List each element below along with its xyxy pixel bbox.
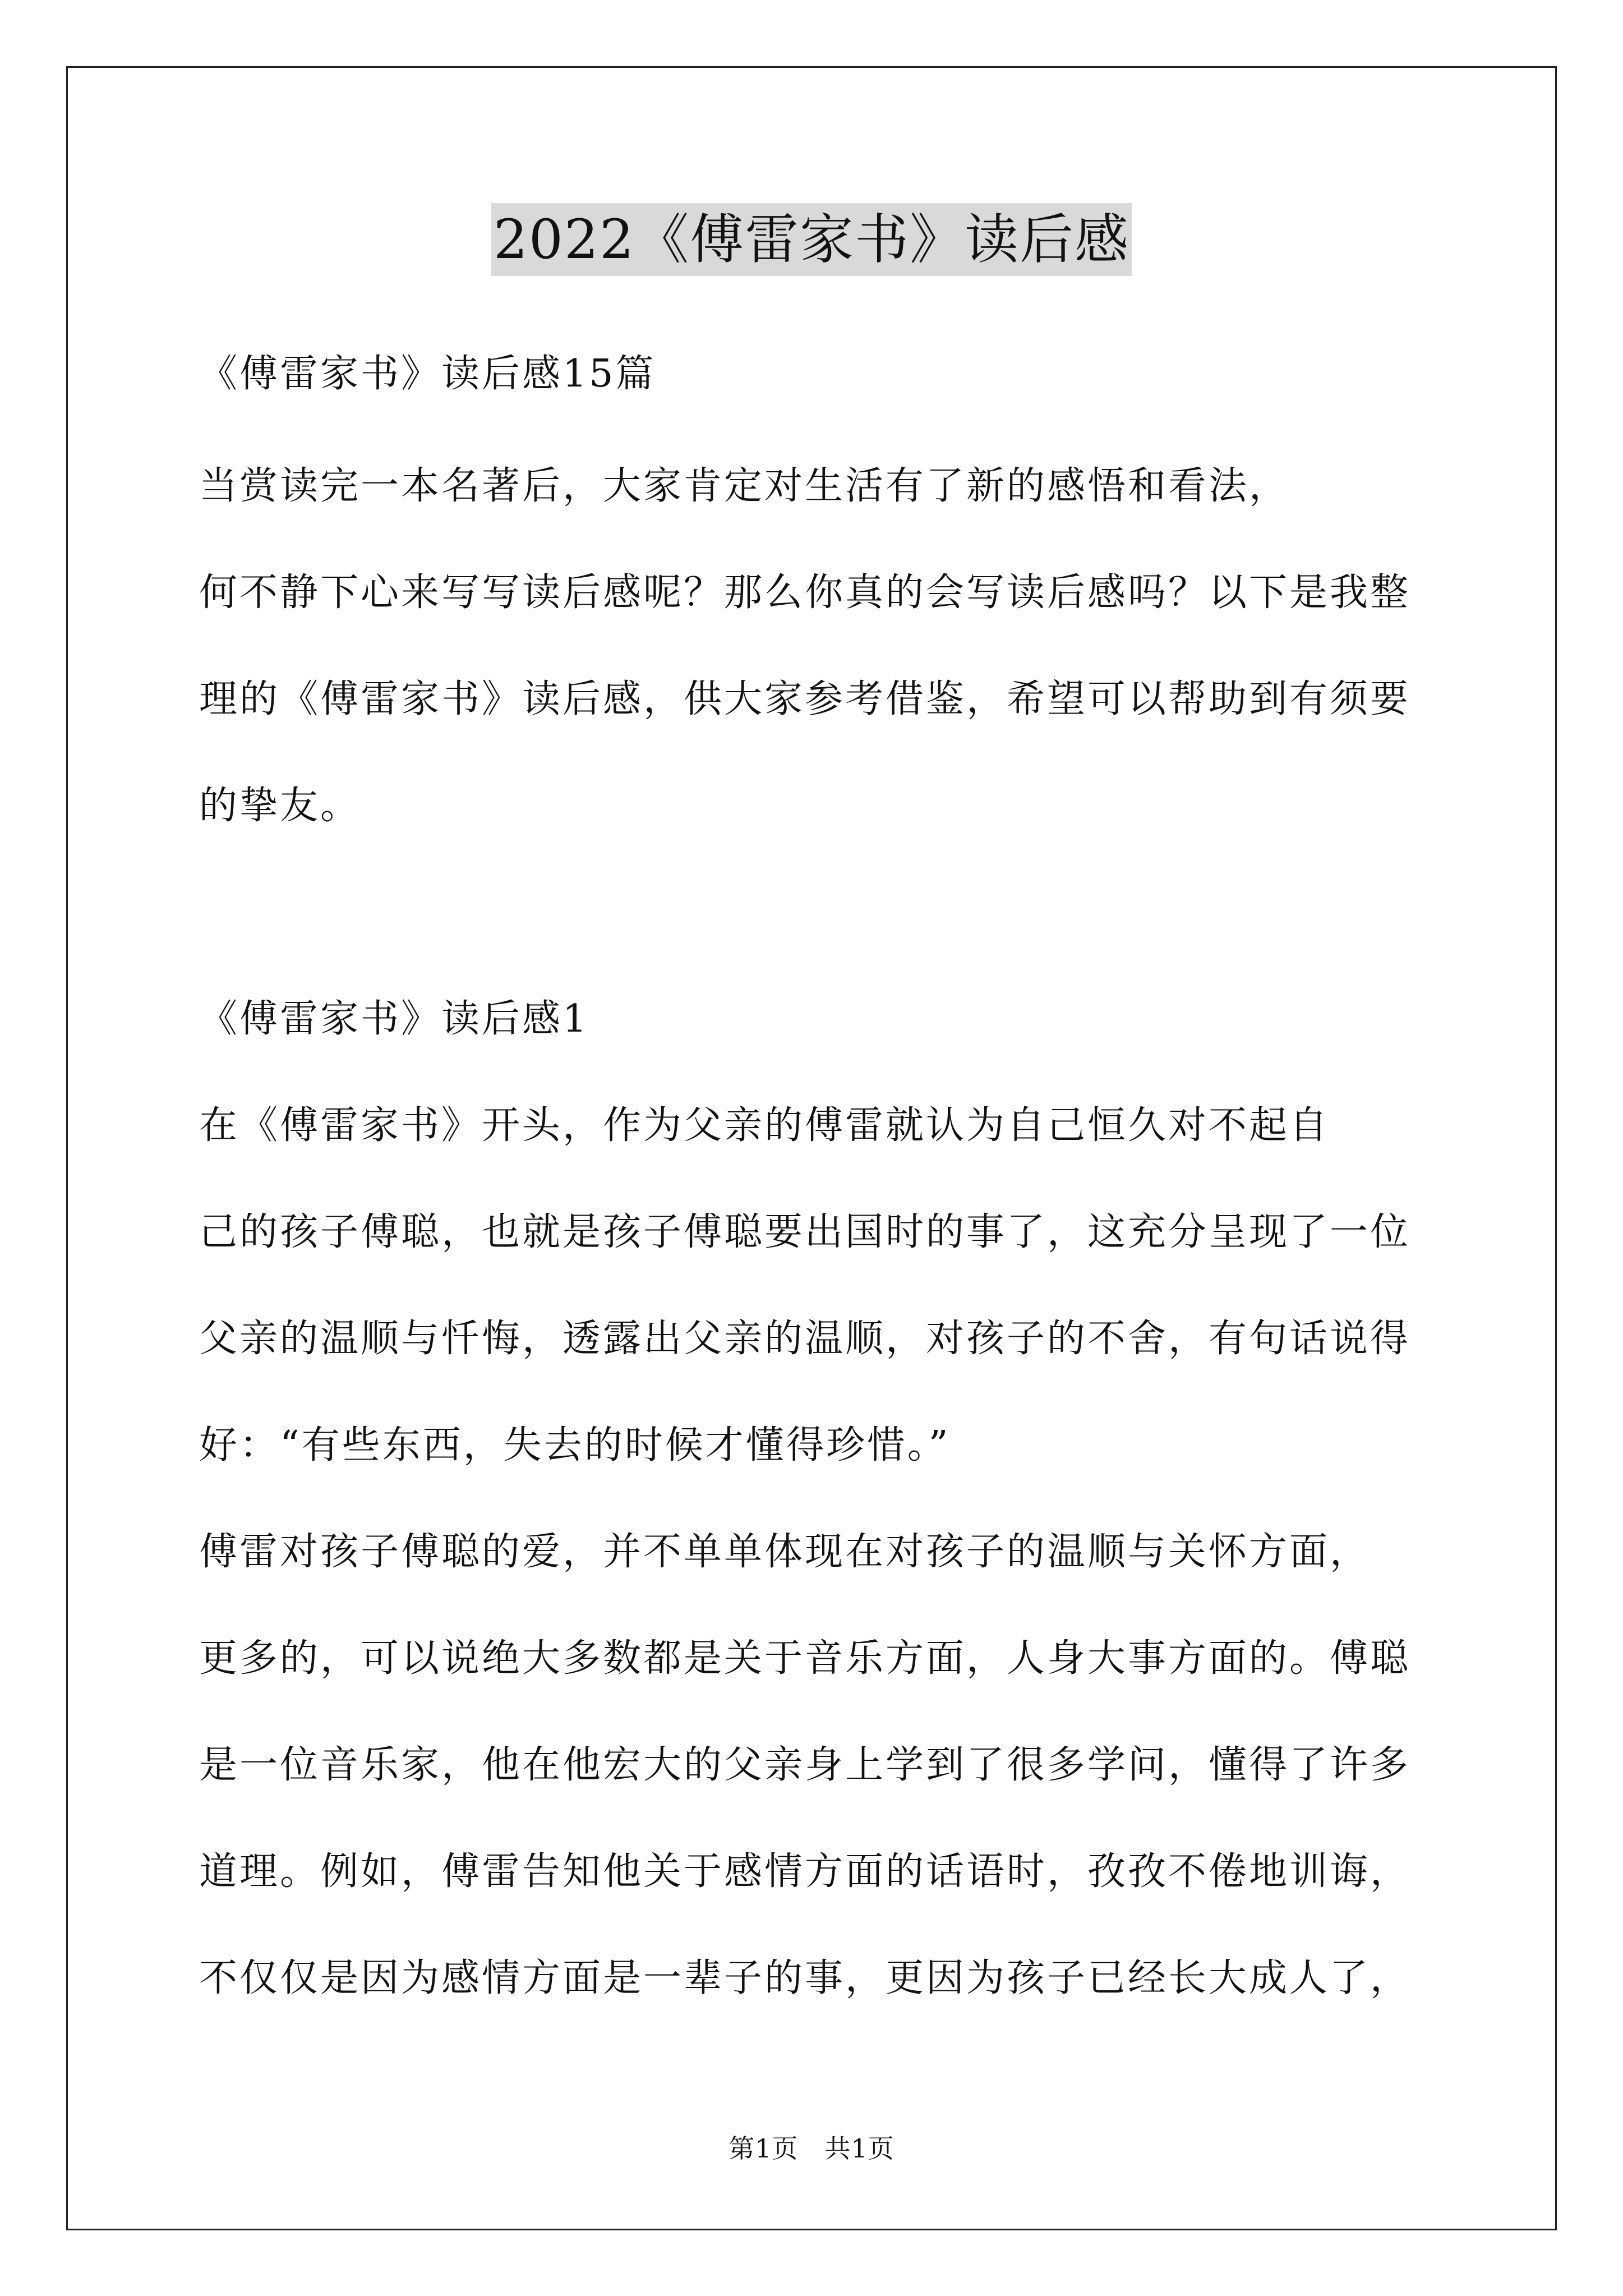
- paragraph-line: 父亲的温顺与忏悔，透露出父亲的温顺，对孩子的不舍，有句话说得: [199, 1317, 1411, 1361]
- paragraph-line: 更多的，可以说绝大多数都是关于音乐方面，人身大事方面的。傅聪: [199, 1636, 1411, 1681]
- paragraph-line: 己的孩子傅聪，也就是孩子傅聪要出国时的事了，这充分呈现了一位: [199, 1210, 1411, 1254]
- paragraph-line: 不仅仅是因为感情方面是一辈子的事，更因为孩子已经长大成人了，: [199, 1956, 1411, 2000]
- paragraph-line: 傅雷对孩子傅聪的爱，并不单单体现在对孩子的温顺与关怀方面，: [199, 1530, 1371, 1574]
- paragraph-line: 的挚友。: [199, 784, 361, 828]
- paragraph-line: 是一位音乐家，他在他宏大的父亲身上学到了很多学问，懂得了许多: [199, 1743, 1411, 1787]
- paragraph-line: 道理。例如，傅雷告知他关于感情方面的话语时，孜孜不倦地训诲，: [199, 1849, 1411, 1894]
- section-heading: 《傅雷家书》读后感1: [199, 997, 589, 1041]
- document-title: 2022《傅雷家书》读后感: [491, 203, 1132, 276]
- paragraph-line: 理的《傅雷家书》读后感，供大家参考借鉴，希望可以帮助到有须要: [199, 677, 1411, 721]
- title-container: [0, 203, 1623, 276]
- paragraph-line: 好：“有些东西，失去的时候才懂得珍惜。”: [199, 1423, 951, 1467]
- paragraph-line: 当赏读完一本名著后，大家肯定对生活有了新的感悟和看法，: [199, 464, 1290, 508]
- page-footer: 第1页 共1页: [728, 2133, 895, 2164]
- paragraph-line: 何不静下心来写写读后感呢？那么你真的会写读后感吗？以下是我整: [199, 570, 1411, 615]
- subtitle-line: 《傅雷家书》读后感15篇: [199, 352, 656, 396]
- paragraph-line: 在《傅雷家书》开头，作为父亲的傅雷就认为自己恒久对不起自: [199, 1103, 1330, 1148]
